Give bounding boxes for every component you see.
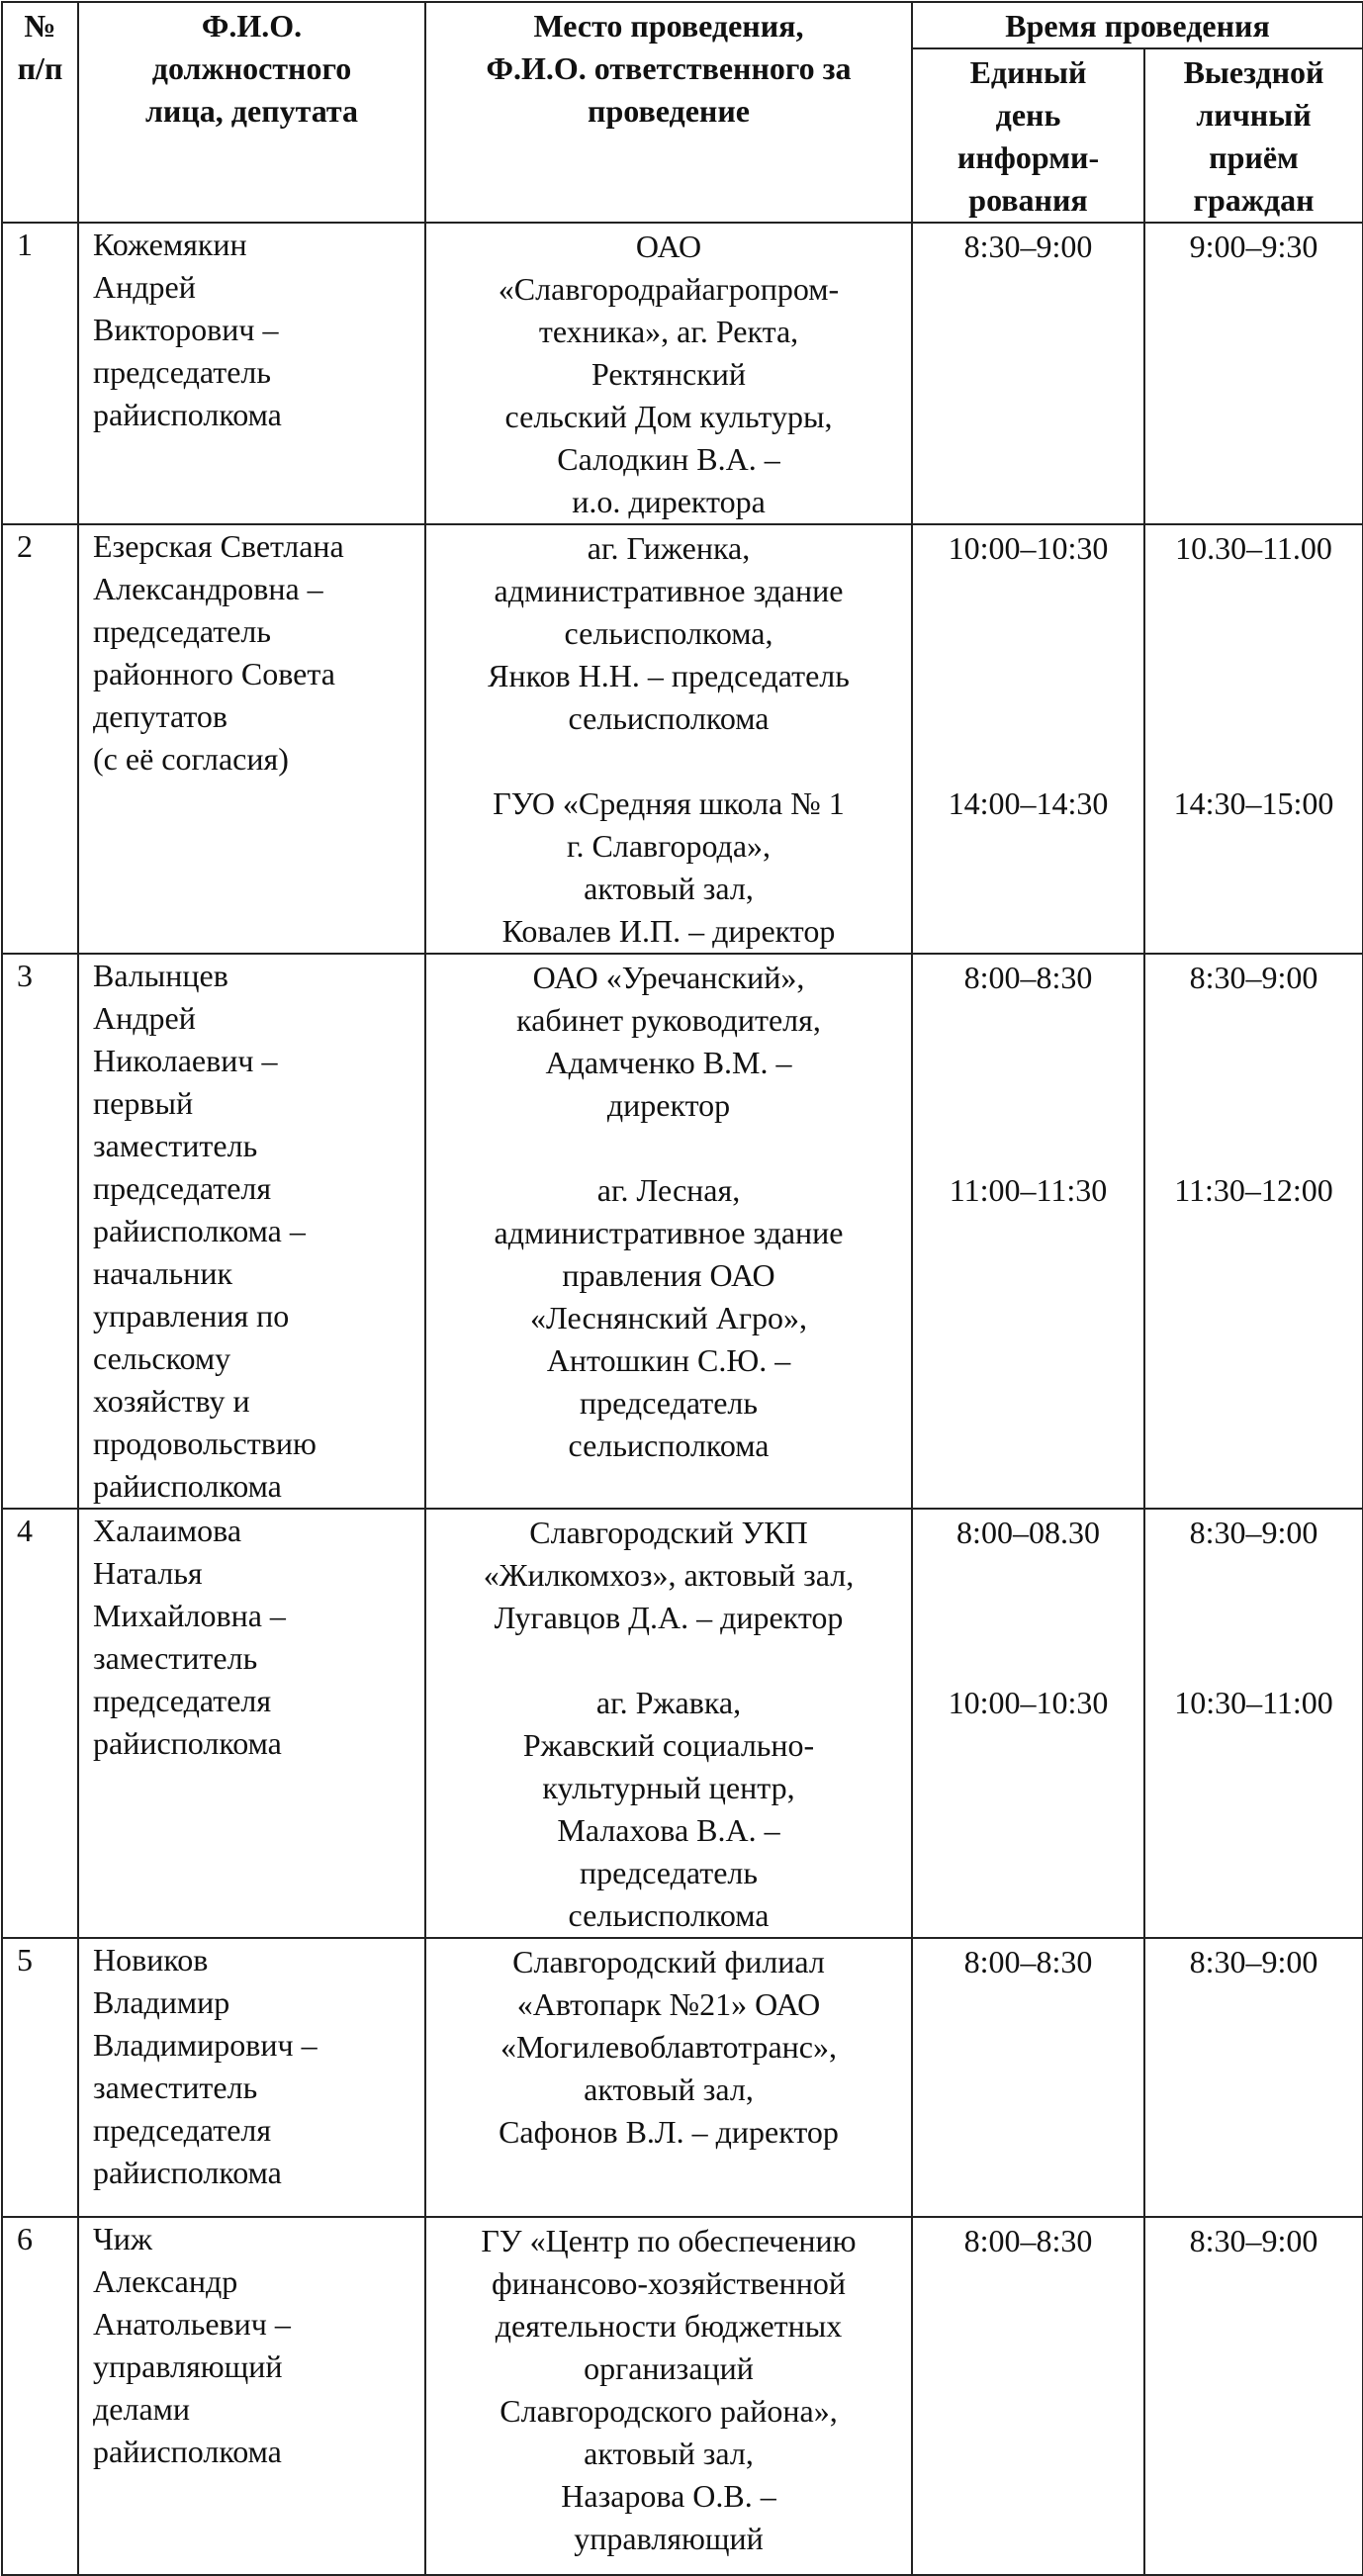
reception-time-cell bbox=[1144, 954, 1363, 1509]
info-day-time-cell bbox=[912, 223, 1144, 524]
venue: ГУ «Центр по обеспечению финансово-хозяйственной деятельности бюджетных организаций Славгородского района», актовый зал, Назарова О.В. – управляющий bbox=[481, 2223, 857, 2556]
row-number: 1 bbox=[2, 223, 78, 524]
row-number: 2 bbox=[2, 524, 78, 954]
venue: аг. Гиженка, административное здание сельисполкома, Янков Н.Н. – председатель сельисполкома bbox=[488, 530, 850, 736]
reception-time-cell bbox=[1144, 1509, 1363, 1938]
venue-cell bbox=[425, 1938, 912, 2217]
info-day-time: 8:30–9:00 bbox=[963, 229, 1093, 264]
row-number: 3 bbox=[2, 954, 78, 1509]
reception-time-cell bbox=[1144, 223, 1363, 524]
table-row bbox=[2, 2217, 1363, 2575]
reception-time: 10:30–11:00 bbox=[1174, 1685, 1333, 1720]
reception-time: 10.30–11.00 bbox=[1175, 530, 1332, 566]
header-time-reception: Выездной личный приём граждан bbox=[1144, 48, 1363, 223]
reception-time-cell bbox=[1144, 524, 1363, 954]
info-day-time-cell bbox=[912, 2217, 1144, 2575]
table-row bbox=[2, 1938, 1363, 2217]
info-day-time: 8:00–8:30 bbox=[963, 1944, 1093, 1979]
row-number: 4 bbox=[2, 1509, 78, 1938]
header-name: Ф.И.О. должностного лица, депутата bbox=[78, 2, 425, 223]
info-day-time: 10:00–10:30 bbox=[948, 530, 1109, 566]
reception-time: 8:30–9:00 bbox=[1189, 1944, 1318, 1979]
venue: ОАО «Уречанский», кабинет руководителя, Адамченко В.М. – директор bbox=[516, 960, 821, 1123]
venue: Славгородский УКП «Жилкомхоз», актовый зал, Лугавцов Д.А. – директор bbox=[483, 1515, 855, 1635]
row-number: 6 bbox=[2, 2217, 78, 2575]
reception-time: 8:30–9:00 bbox=[1189, 960, 1318, 995]
header-time-info-day: Единый день информи- рования bbox=[912, 48, 1144, 223]
table-row bbox=[2, 223, 1363, 524]
header-num: № п/п bbox=[2, 2, 78, 223]
venue-cell bbox=[425, 524, 912, 954]
header-place: Место проведения, Ф.И.О. ответственного за проведение bbox=[425, 2, 912, 223]
reception-time: 9:00–9:30 bbox=[1189, 229, 1318, 264]
official-name: Кожемякин Андрей Викторович – председатель райисполкома bbox=[78, 223, 425, 524]
venue: ОАО «Славгородрайагропром- техника», аг. Ректа, Ректянский сельский Дом культуры, Салодкин В.А. – и.о. директора bbox=[498, 229, 840, 519]
row-number: 5 bbox=[2, 1938, 78, 2217]
official-name: Халаимова Наталья Михайловна – заместитель председателя райисполкома bbox=[78, 1509, 425, 1938]
reception-time: 8:30–9:00 bbox=[1189, 2223, 1318, 2258]
info-day-time-cell bbox=[912, 1509, 1144, 1938]
venue-cell bbox=[425, 223, 912, 524]
schedule-table bbox=[1, 1, 1363, 2576]
header-time-group: Время проведения bbox=[912, 2, 1363, 48]
info-day-time-cell bbox=[912, 1938, 1144, 2217]
official-name: Новиков Владимир Владимирович – заместитель председателя райисполкома bbox=[78, 1938, 425, 2217]
info-day-time: 10:00–10:30 bbox=[948, 1685, 1109, 1720]
info-day-time: 8:00–8:30 bbox=[963, 960, 1093, 995]
info-day-time: 14:00–14:30 bbox=[948, 785, 1109, 821]
header-row-1 bbox=[2, 2, 1363, 48]
reception-time-cell bbox=[1144, 1938, 1363, 2217]
venue: аг. Лесная, административное здание правления ОАО «Леснянский Агро», Антошкин С.Ю. – председатель сельисполкома bbox=[494, 1172, 844, 1463]
venue-cell bbox=[425, 2217, 912, 2575]
venue: Славгородский филиал «Автопарк №21» ОАО «Могилевоблавтотранс», актовый зал, Сафонов В.Л. – директор bbox=[499, 1944, 839, 2150]
table-row bbox=[2, 954, 1363, 1509]
info-day-time-cell bbox=[912, 524, 1144, 954]
venue-cell bbox=[425, 954, 912, 1509]
venue: аг. Ржавка, Ржавский социально- культурный центр, Малахова В.А. – председатель сельисполкома bbox=[522, 1685, 815, 1933]
info-day-time-cell bbox=[912, 954, 1144, 1509]
venue: ГУО «Средняя школа № 1 г. Славгорода», актовый зал, Ковалев И.П. – директор bbox=[493, 785, 845, 949]
reception-time: 14:30–15:00 bbox=[1173, 785, 1334, 821]
table-row bbox=[2, 524, 1363, 954]
official-name: Валынцев Андрей Николаевич – первый заместитель председателя райисполкома – начальник управления по сельскому хозяйству и продовольствию райисполкома bbox=[78, 954, 425, 1509]
table-row bbox=[2, 1509, 1363, 1938]
info-day-time: 8:00–8:30 bbox=[963, 2223, 1093, 2258]
reception-time: 11:30–12:00 bbox=[1174, 1172, 1333, 1208]
info-day-time: 8:00–08.30 bbox=[956, 1515, 1100, 1550]
official-name: Езерская Светлана Александровна – председатель районного Совета депутатов (с её согласия) bbox=[78, 524, 425, 954]
reception-time: 8:30–9:00 bbox=[1189, 1515, 1318, 1550]
official-name: Чиж Александр Анатольевич – управляющий делами райисполкома bbox=[78, 2217, 425, 2575]
reception-time-cell bbox=[1144, 2217, 1363, 2575]
info-day-time: 11:00–11:30 bbox=[949, 1172, 1108, 1208]
venue-cell bbox=[425, 1509, 912, 1938]
